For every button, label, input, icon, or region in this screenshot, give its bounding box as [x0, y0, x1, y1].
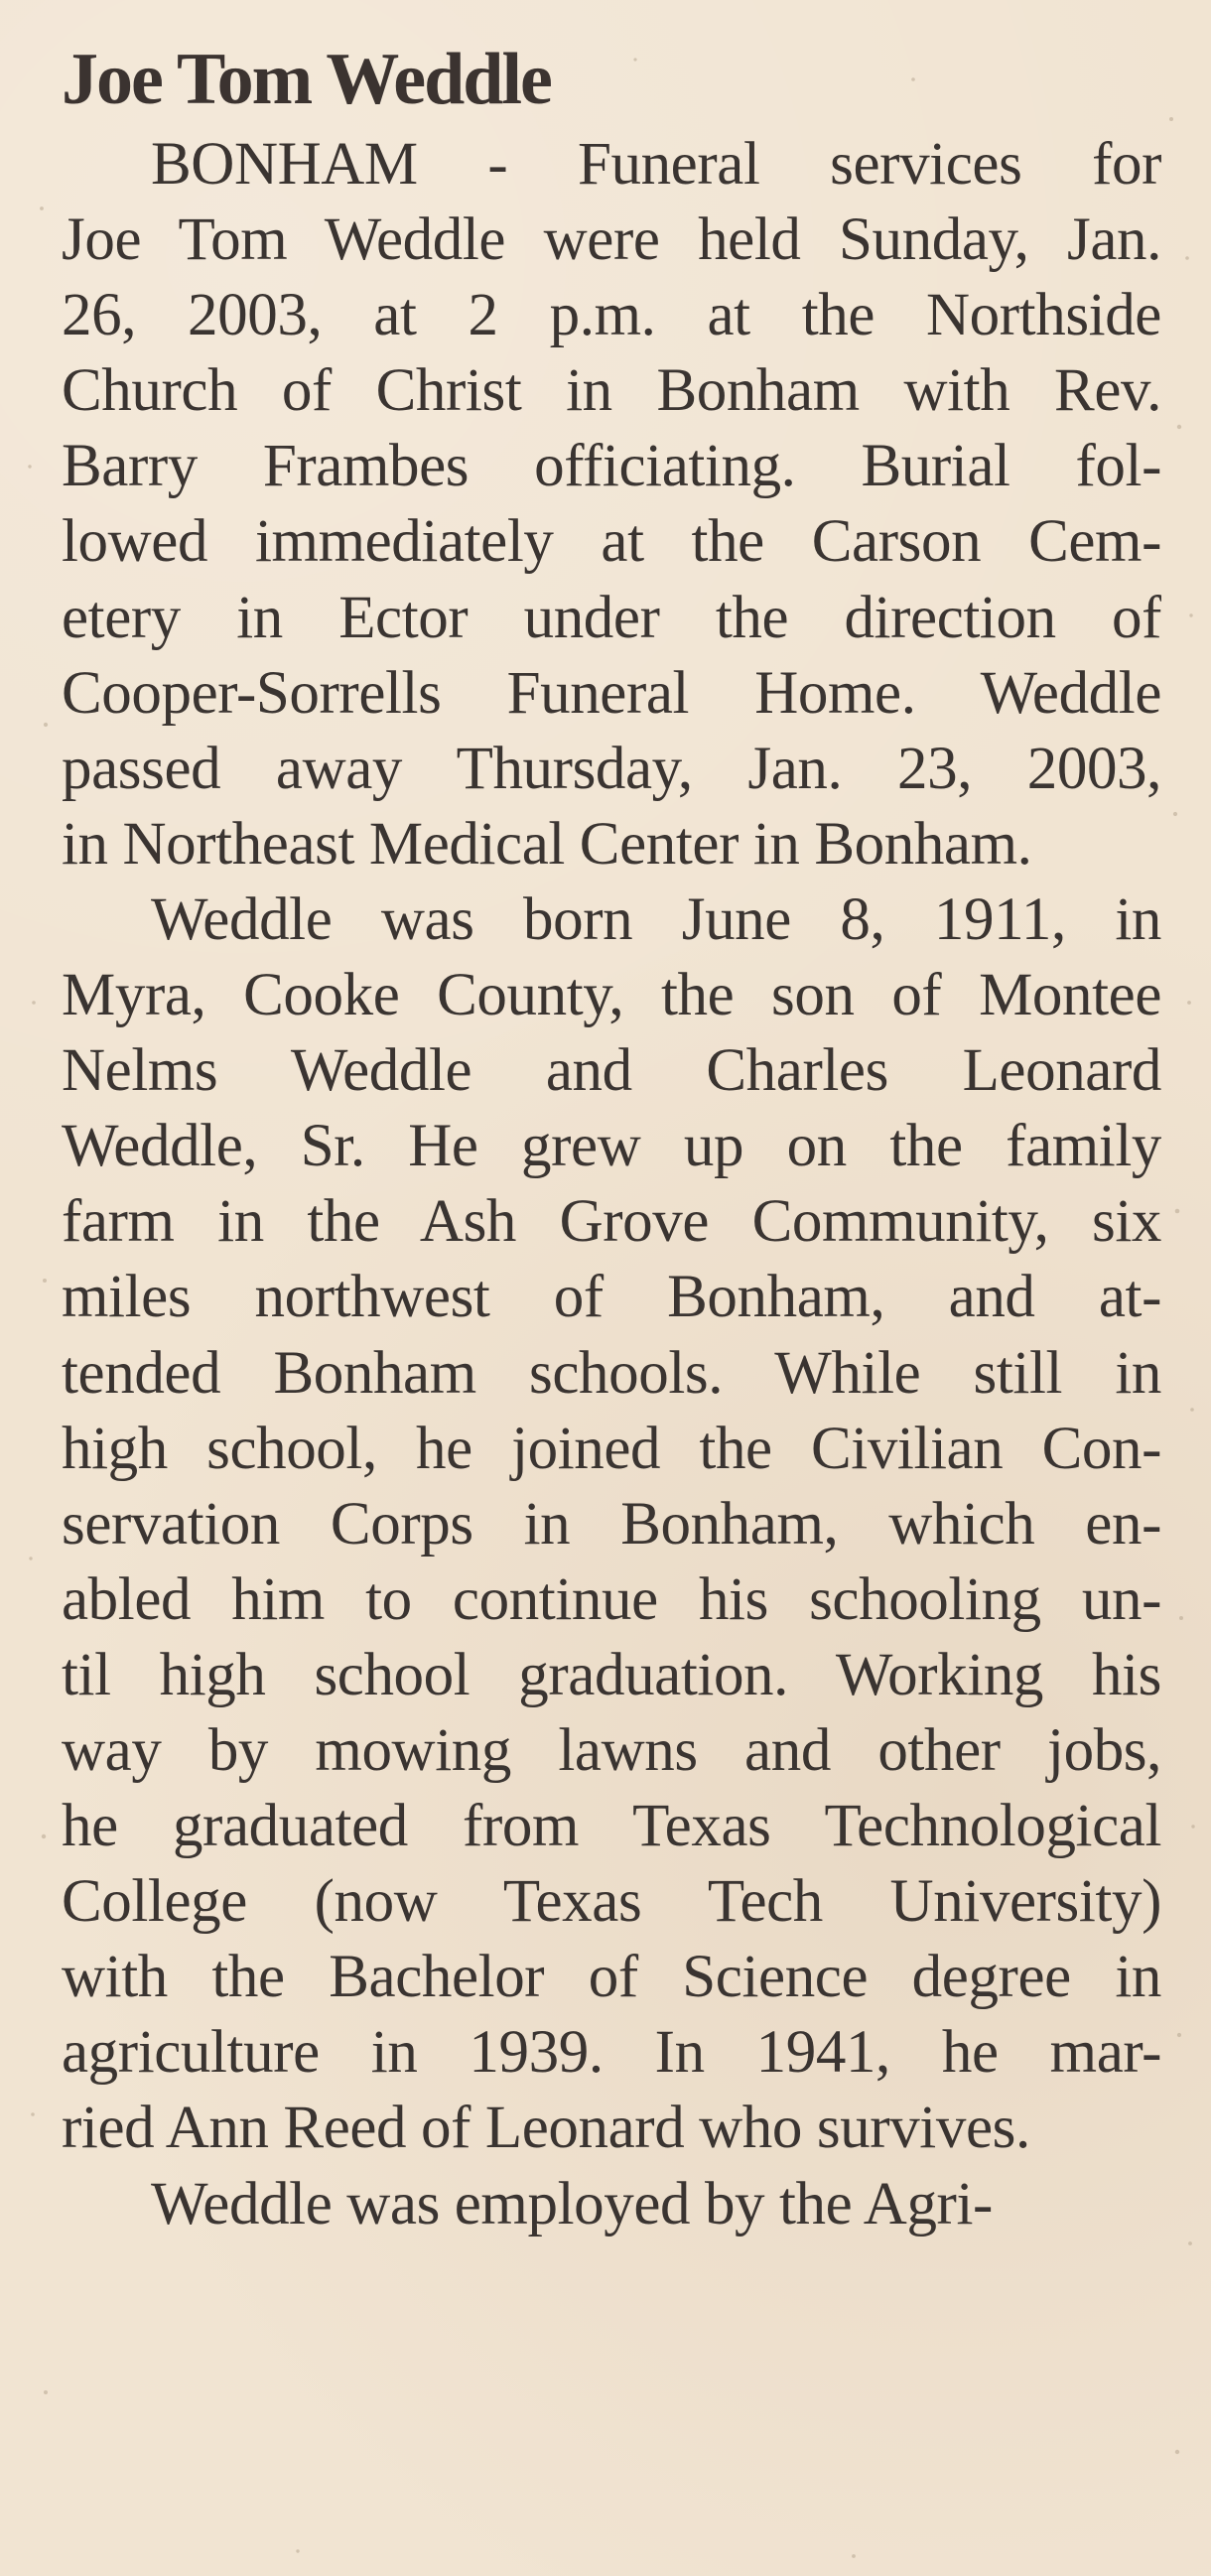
- text-line: College (now Texas Tech University): [62, 1868, 1161, 1936]
- text-line: lowed immediately at the Carson Cem-: [62, 508, 1161, 576]
- text-line: passed away Thursday, Jan. 23, 2003,: [62, 735, 1161, 802]
- obituary-clipping: [62, 32, 1161, 2553]
- text-line: farm in the Ash Grove Community, six: [62, 1188, 1161, 1256]
- text-line: Cooper-Sorrells Funeral Home. Weddle: [62, 659, 1161, 727]
- text-line: miles northwest of Bonham, and at-: [62, 1264, 1161, 1331]
- text-line: 26, 2003, at 2 p.m. at the Northside: [62, 282, 1161, 349]
- text-line: Weddle was employed by the Agri-: [151, 2170, 993, 2237]
- text-line: servation Corps in Bonham, which en-: [62, 1490, 1161, 1558]
- text-line: Nelms Weddle and Charles Leonard: [62, 1037, 1161, 1105]
- text-line: way by mowing lawns and other jobs,: [62, 1716, 1161, 1784]
- paragraph-biography: [62, 882, 1161, 2167]
- text-line: Myra, Cooke County, the son of Montee: [62, 962, 1161, 1029]
- paragraph-employment: [62, 2167, 1161, 2242]
- text-line: Church of Christ in Bonham with Rev.: [62, 357, 1161, 425]
- paragraph-funeral-services: [62, 127, 1161, 882]
- text-line: with the Bachelor of Science degree in: [62, 1944, 1161, 2011]
- text-line: Barry Frambes officiating. Burial fol-: [62, 433, 1161, 500]
- text-line: in Northeast Medical Center in Bonham.: [62, 810, 1032, 878]
- text-line: abled him to continue his schooling un-: [62, 1565, 1161, 1633]
- text-line: he graduated from Texas Technological: [62, 1793, 1161, 1860]
- text-line: tended Bonham schools. While still in: [62, 1339, 1161, 1407]
- text-line: etery in Ector under the direction of: [62, 584, 1161, 651]
- text-line: BONHAM - Funeral services for: [151, 131, 1161, 198]
- text-line: Weddle was born June 8, 1911, in: [151, 885, 1161, 953]
- text-line: agriculture in 1939. In 1941, he mar-: [62, 2019, 1161, 2087]
- text-line: Weddle, Sr. He grew up on the family: [62, 1113, 1161, 1180]
- obituary-headline: Joe Tom Weddle: [62, 39, 551, 120]
- text-line: til high school graduation. Working his: [62, 1641, 1161, 1708]
- text-line: high school, he joined the Civilian Con-: [62, 1415, 1161, 1482]
- text-line: ried Ann Reed of Leonard who survives.: [62, 2095, 1030, 2162]
- text-line: Joe Tom Weddle were held Sunday, Jan.: [62, 206, 1161, 274]
